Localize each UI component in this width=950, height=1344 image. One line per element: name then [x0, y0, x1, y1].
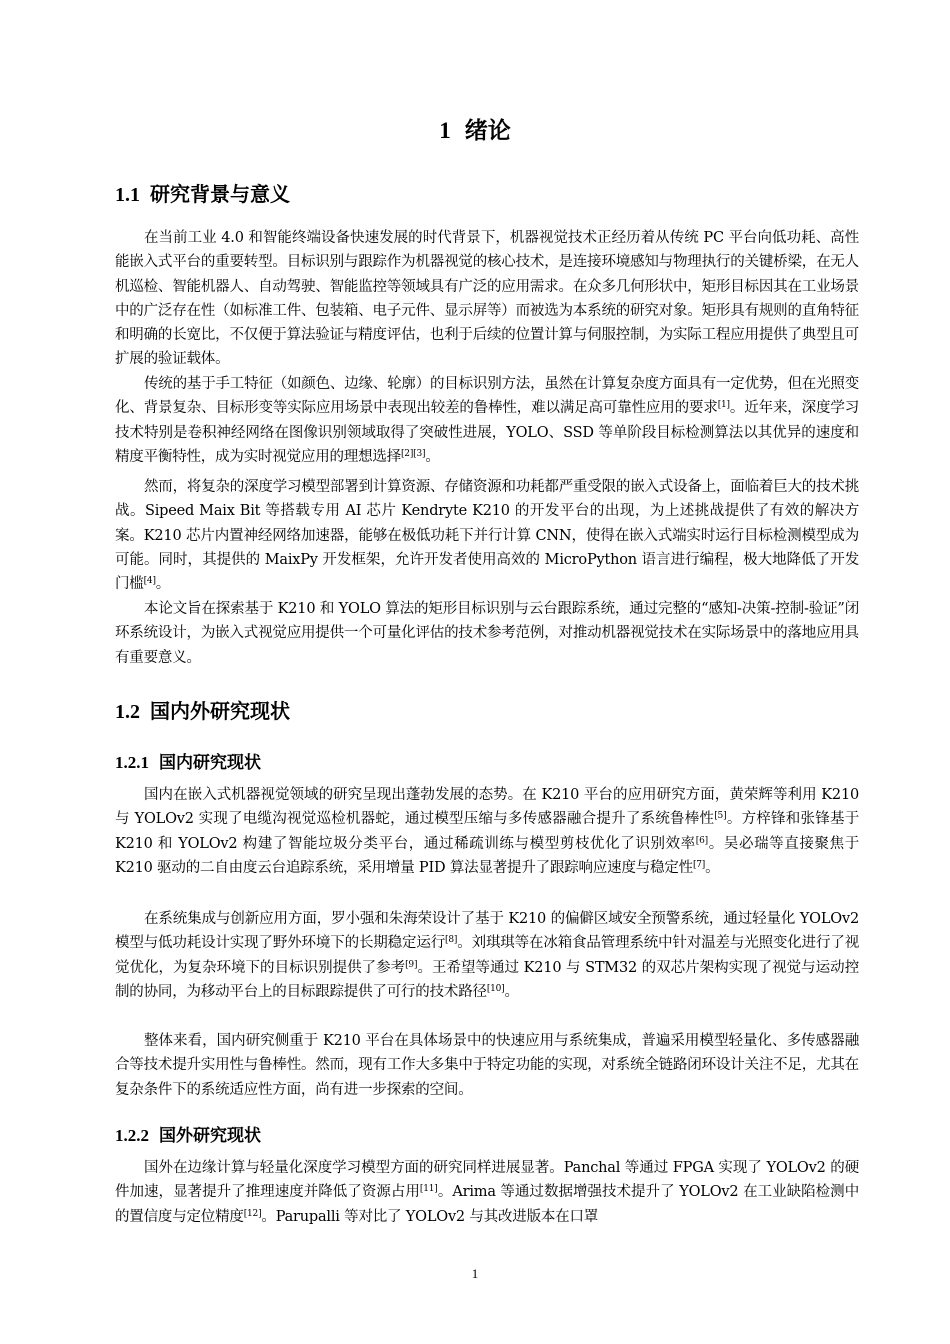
subsection-heading-1-2-1 — [115, 748, 261, 773]
paragraph-text: 。Parupalli 等对比了 YOLOv2 与其改进版本在口罩 — [261, 1208, 599, 1225]
section-title: 研究背景与意义 — [150, 182, 290, 206]
paragraph-text: 在当前工业 4.0 和智能终端设备快速发展的时代背景下，机器视觉技术正经历着从传统 PC 平台向低功耗、高性能嵌入式平台的重要转型。目标识别与跟踪作为机器视觉的核心技术，是连接环境感知与物理执行的关键桥梁，在无人机巡检、智能机器人、自动驾驶、智能监控等领域具有广泛的应用需求。在众多几何形状中，矩形目标因其在工业场景中的广泛存在性（如标准工件、包装箱、电子元件、显示屏等）而被选为本系统的研究对象。矩形具有规则的直角特征和明确的长宽比，不仅便于算法验证与精度评估，也利于后续的位置计算与伺服控制，为实际工程应用提供了典型且可扩展的验证载体。 — [115, 230, 859, 368]
paragraph-text: 在系统集成与创新应用方面，罗小强和朱海荣设计了基于 K210 的偏僻区域安全预警系统，通过轻量化 YOLOv2 模型与低功耗设计实现了野外环境下的长期稳定运行 — [115, 911, 859, 952]
paragraph-text: 本论文旨在探索基于 K210 和 YOLO 算法的矩形目标识别与云台跟踪系统，通过完整的“感知-决策-控制-验证”闭环系统设计，为嵌入式视觉应用提供一个可量化评估的技术参考范例，对推动机器视觉技术在实际场景中的落地应用具有重要意义。 — [115, 601, 859, 666]
citation: [8] — [445, 935, 458, 946]
paragraph-text: 。王希望等通过 K210 与 STM32 的双芯片架构实现了视觉与运动控制的协同，为移动平台上的目标跟踪提供了可行的技术路径 — [115, 959, 859, 1000]
paragraph-text: 然而，将复杂的深度学习模型部署到计算资源、存储资源和功耗都严重受限的嵌入式设备上，面临着巨大的技术挑战。Sipeed Maix Bit 等搭载专用 AI 芯片 Kendryte K210 的开发平台的出现，为上述挑战提供了有效的解决方案。K210 芯片内置神经网络加速器，能够在极低功耗下并行计算 CNN，使得在嵌入式端实时运行目标检测模型成为可能。同时，其提供的 MaixPy 开发框架，允许开发者使用高效的 MicroPython 语言进行编程，极大地降低了开发门槛 — [115, 479, 859, 593]
citation: [12] — [243, 1208, 262, 1219]
paragraph-traditional-methods — [115, 372, 859, 469]
paragraph-text: 。 — [155, 576, 171, 593]
citation: [9] — [405, 959, 418, 970]
citation: [4] — [143, 576, 156, 587]
paragraph-domestic-summary — [115, 1029, 859, 1102]
citation: [5] — [714, 811, 727, 822]
chapter-title-text: 绪论 — [464, 118, 511, 144]
chapter-title — [0, 112, 950, 145]
paragraph-thesis-goal — [115, 597, 859, 670]
citation: [7] — [692, 859, 706, 870]
paragraph-challenges — [115, 475, 859, 596]
citation: [1] — [717, 400, 730, 411]
paragraph-text: 国内在嵌入式机器视觉领域的研究呈现出蓬勃发展的态势。在 K210 平台的应用研究方面，黄荣辉等利用 K210 与 YOLOv2 实现了电缆沟视觉巡检机器蛇，通过模型压缩与多传感器融合提升了系统鲁棒性 — [115, 787, 859, 828]
section-heading-1-2 — [115, 695, 290, 724]
citation: [6] — [695, 835, 708, 846]
paragraph-background — [115, 226, 859, 372]
paragraph-text: 。 — [425, 448, 440, 465]
subsection-title: 国外研究现状 — [159, 1126, 261, 1146]
subsection-title: 国内研究现状 — [159, 753, 261, 773]
paragraph-foreign-research — [115, 1156, 859, 1229]
paragraph-text: 。Arima 等通过数据增强技术提升了 YOLOv2 在工业缺陷检测中的置信度与定位精度 — [115, 1184, 859, 1225]
paragraph-text: 。刘琪琪等在冰箱食品管理系统中针对温差与光照变化进行了视觉优化，为复杂环境下的目标识别提供了参考 — [115, 935, 859, 976]
paragraph-domestic-k210 — [115, 783, 859, 880]
paragraph-text: 整体来看，国内研究侧重于 K210 平台在具体场景中的快速应用与系统集成，普遍采用模型轻量化、多传感器融合等技术提升实用性与鲁棒性。然而，现有工作大多集中于特定功能的实现，对系统全链路闭环设计关注不足，尤其在复杂条件下的系统适应性方面，尚有进一步探索的空间。 — [115, 1033, 859, 1098]
paragraph-domestic-integration — [115, 907, 859, 1004]
page-number: 1 — [471, 1266, 479, 1281]
section-heading-1-1 — [115, 178, 290, 207]
paragraph-text: 。吴必瑞等直接聚焦于 K210 驱动的二自由度云台追踪系统，采用增量 PID 算法显著提升了跟踪响应速度与稳定性 — [115, 835, 859, 876]
subsection-heading-1-2-2 — [115, 1121, 261, 1146]
paragraph-text: 传统的基于手工特征（如颜色、边缘、轮廓）的目标识别方法，虽然在计算复杂度方面具有一定优势，但在光照变化、背景复杂、目标形变等实际应用场景中表现出较差的鲁棒性，难以满足高可靠性应用的要求 — [115, 376, 859, 417]
paragraph-text: 。方梓锋和张锋基于 K210 和 YOLOv2 构建了智能垃圾分类平台，通过稀疏训练与模型剪枝优化了识别效率 — [115, 811, 859, 852]
section-number: 1.2 — [115, 701, 140, 723]
paragraph-text: 。近年来，深度学习技术特别是卷积神经网络在图像识别领域取得了突破性进展，YOLO、SSD 等单阶段目标检测算法以其优异的速度和精度平衡特性，成为实时视觉应用的理想选择 — [115, 400, 859, 465]
subsection-number: 1.2.2 — [115, 1126, 149, 1145]
chapter-number: 1 — [439, 118, 451, 143]
subsection-number: 1.2.1 — [115, 753, 149, 772]
section-title: 国内外研究现状 — [150, 699, 290, 723]
paragraph-text: 。 — [705, 859, 720, 876]
paragraph-text: 国外在边缘计算与轻量化深度学习模型方面的研究同样进展显著。Panchal 等通过 FPGA 实现了 YOLOv2 的硬件加速，显著提升了推理速度并降低了资源占用 — [115, 1160, 859, 1201]
citation: [11] — [419, 1184, 438, 1195]
citation: [2][3] — [401, 448, 426, 459]
paragraph-text: 。 — [504, 983, 519, 1000]
citation: [10] — [486, 983, 505, 994]
section-number: 1.1 — [115, 184, 140, 206]
